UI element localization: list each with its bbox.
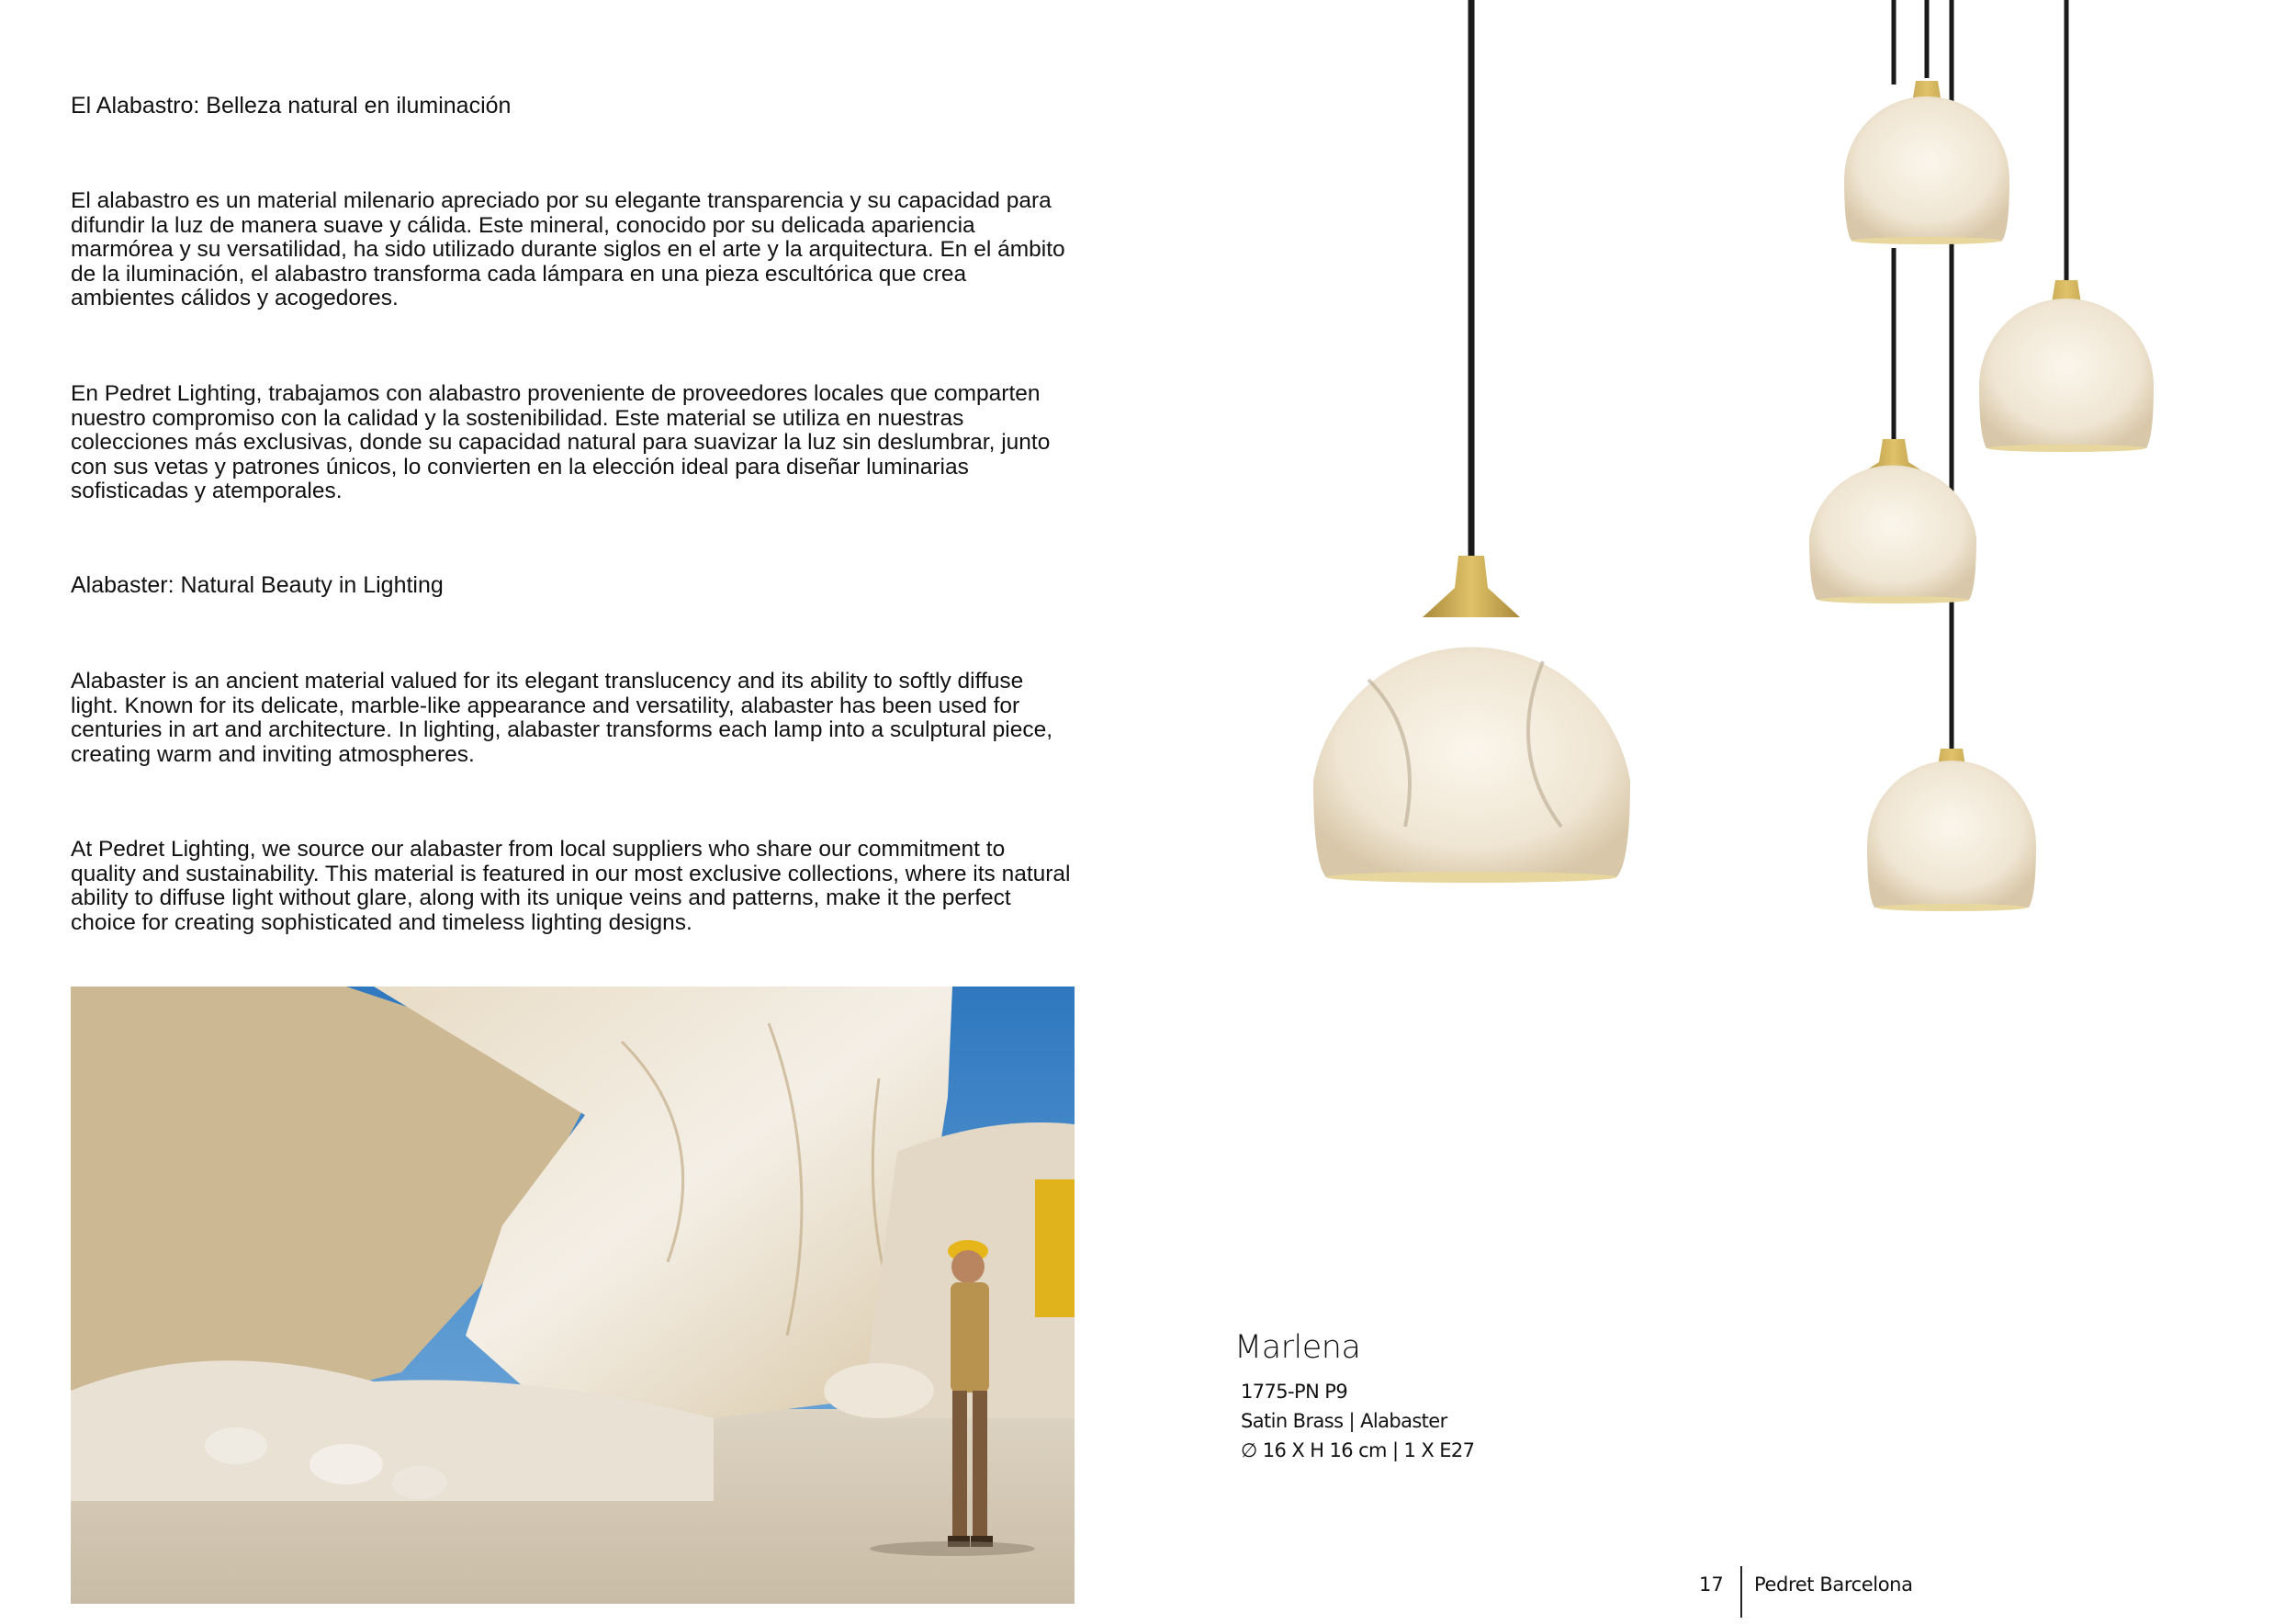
es-paragraph-2: En Pedret Lighting, trabajamos con alabastro proveniente de proveedores locales que comparten nuestro compromiso con la calidad y la sostenibilidad. Este material se utiliza en nuestras colecciones más exclusivas, donde su capacidad natural para suavizar la luz sin deslumbrar, junto con sus vetas y patrones únicos, lo convierten en la elección ideal para diseñar luminarias sofisticadas y atemporales.: [71, 381, 1051, 503]
product-code: 1775-PN P9: [1241, 1381, 1348, 1403]
en-paragraph-2: At Pedret Lighting, we source our alabaster from local suppliers who share our commitment to quality and sustainability. This material is featured in our most exclusive collections, where its natural ability to diffuse light without glare, along with its unique veins and patterns, make it the perfect choice for creating sophisticated and timeless lighting designs.: [71, 837, 1071, 935]
marlena-pendant-lamps-image: [1267, 0, 2186, 937]
footer-divider: [1740, 1566, 1742, 1618]
page-number: 17: [1699, 1573, 1724, 1596]
es-heading: El Alabastro: Belleza natural en iluminación: [71, 93, 512, 118]
en-heading: Alabaster: Natural Beauty in Lighting: [71, 572, 444, 598]
en-paragraph-1: Alabaster is an ancient material valued for its elegant translucency and its ability to softly diffuse light. Known for its delicate, marble-like appearance and versatility, alabaster has been used for centuries in art and architecture. In lighting, alabaster transforms each lamp into a sculptural piece, creating warm and inviting atmospheres.: [71, 669, 1053, 767]
alabaster-quarry-photo: [71, 987, 1075, 1604]
product-name: Marlena: [1234, 1329, 1361, 1366]
es-paragraph-1: El alabastro es un material milenario apreciado por su elegante transparencia y su capacidad para difundir la luz de manera suave y cálida. Este mineral, conocido por su delicada apariencia marmórea y su versatilidad, ha sido utilizado durante siglos en el arte y la arquitectura. En el ámbito de la iluminación, el alabastro transforma cada lámpara en una pieza escultórica que crea ambientes cálidos y acogedores.: [71, 188, 1065, 310]
quarry-illustration: [71, 987, 1075, 1604]
product-finish: Satin Brass | Alabaster: [1241, 1410, 1447, 1432]
pendant-lamps-illustration: [1267, 0, 2186, 937]
product-dimensions: ∅ 16 X H 16 cm | 1 X E27: [1241, 1439, 1475, 1461]
footer-brand: Pedret Barcelona: [1754, 1573, 1913, 1596]
